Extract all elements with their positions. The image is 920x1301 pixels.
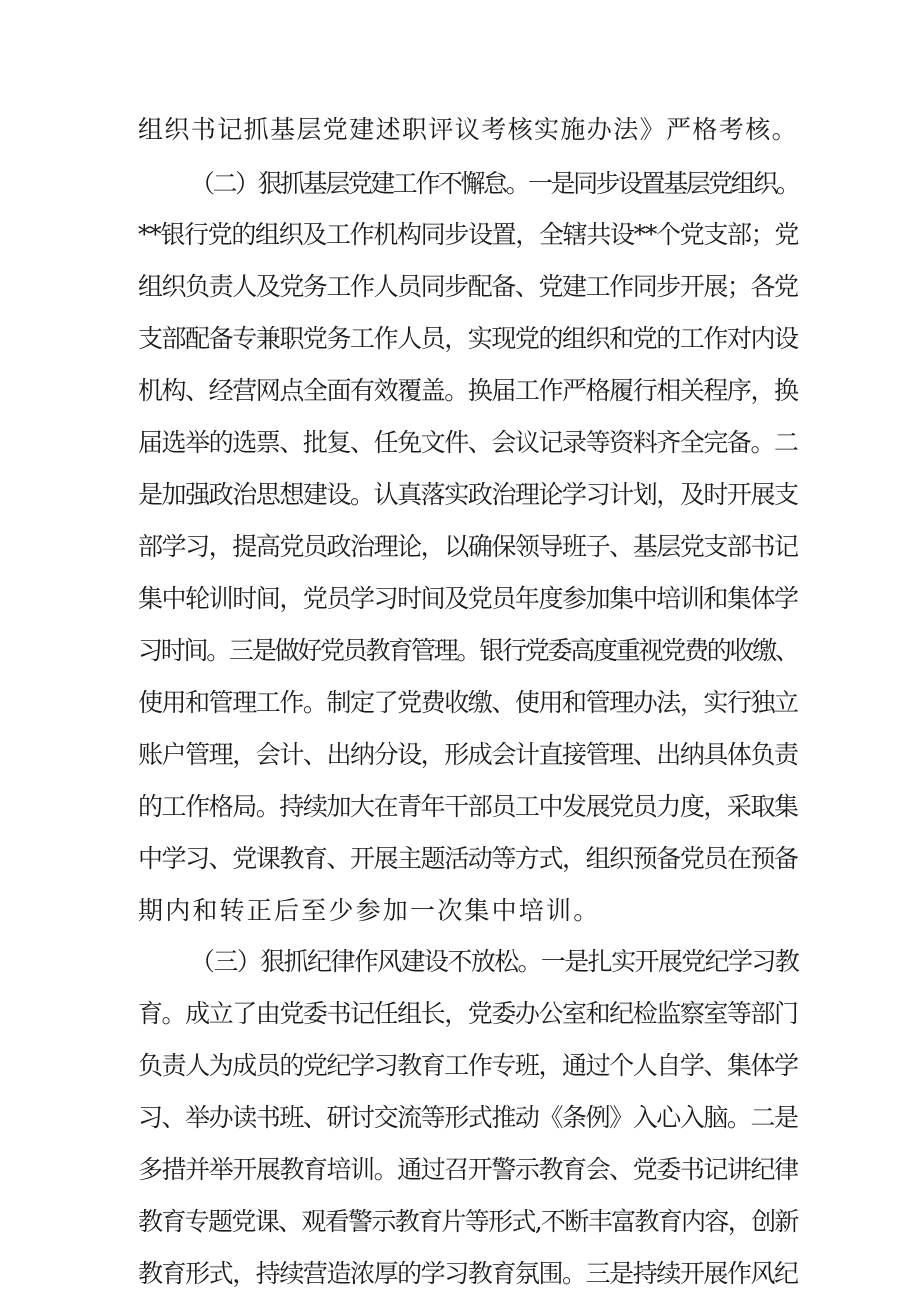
text-line: 机构、经营网点全面有效覆盖。换届工作严格履行相关程序，换 [138,376,798,405]
text-line: 中学习、党课教育、开展主题活动等方式，组织预备党员在预备 [138,844,798,873]
section-heading-line: （三）狠抓纪律作风建设不放松。一是扎实开展党纪学习教 [190,947,799,976]
text-line: 组织书记抓基层党建述职评议考核实施办法》严格考核。 [138,115,799,144]
text-line: 组织负责人及党务工作人员同步配备、党建工作同步开展；各党 [138,272,798,301]
text-line: 支部配备专兼职党务工作人员，实现党的组织和党的工作对内设 [138,324,798,353]
text-line: 教育形式，持续营造浓厚的学习教育氛围。三是持续开展作风纪 [138,1259,798,1288]
text-line: 使用和管理工作。制定了党费收缴、使用和管理办法，实行独立 [138,688,798,717]
text-line: 是加强政治思想建设。认真落实政治理论学习计划，及时开展支 [138,480,798,509]
text-line: 多措并举开展教育培训。通过召开警示教育会、党委书记讲纪律 [138,1155,798,1184]
text-line: 部学习，提高党员政治理论，以确保领导班子、基层党支部书记 [138,532,798,561]
text-line: 届选举的选票、批复、任免文件、会议记录等资料齐全完备。二 [138,428,798,457]
text-line: 育。成立了由党委书记任组长，党委办公室和纪检监察室等部门 [138,999,798,1028]
text-line: 习、举办读书班、研讨交流等形式推动《条例》入心入脑。二是 [138,1103,798,1132]
text-line: 负责人为成员的党纪学习教育工作专班，通过个人自学、集体学 [138,1051,798,1080]
text-line: 的工作格局。持续加大在青年干部员工中发展党员力度，采取集 [138,792,798,821]
text-line: **银行党的组织及工作机构同步设置，全辖共设**个党支部；党 [138,220,799,249]
text-line: 教育专题党课、观看警示教育片等形式,不断丰富教育内容，创新 [138,1207,798,1236]
text-line: 期内和转正后至少参加一次集中培训。 [138,896,601,925]
section-heading-line: （二）狠抓基层党建工作不懈怠。一是同步设置基层党组织。 [190,169,799,198]
text-line: 集中轮训时间，党员学习时间及党员年度参加集中培训和集体学 [138,584,798,613]
text-line: 习时间。三是做好党员教育管理。银行党委高度重视党费的收缴、 [138,636,798,665]
text-line: 账户管理，会计、出纳分设，形成会计直接管理、出纳具体负责 [138,740,798,769]
